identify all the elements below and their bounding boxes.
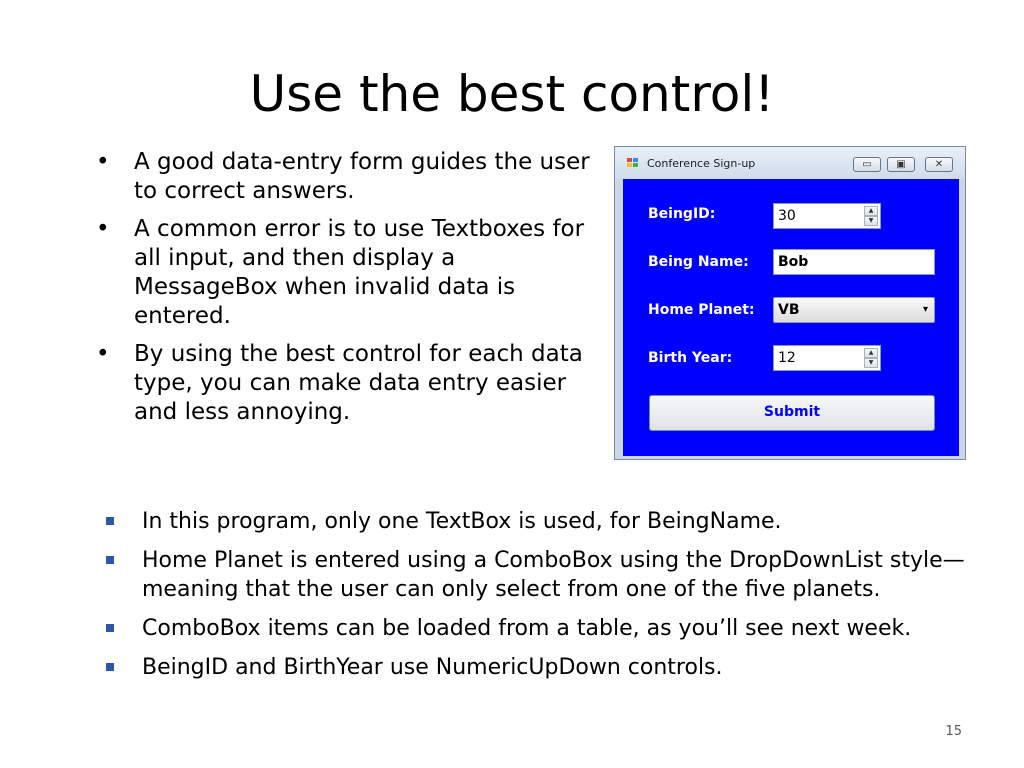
maximize-button[interactable]: ▣ bbox=[887, 157, 915, 172]
spin-up-icon[interactable]: ▲ bbox=[864, 206, 878, 216]
spin-down-icon[interactable]: ▼ bbox=[864, 216, 878, 226]
square-bullet-icon bbox=[106, 556, 114, 564]
bottom-bullet-list bbox=[100, 507, 980, 692]
bullet-text: In this program, only one TextBox is used, for BeingName. bbox=[142, 509, 782, 534]
list-item bbox=[100, 614, 980, 643]
home-planet-label: Home Planet: bbox=[648, 302, 755, 318]
home-planet-combobox[interactable] bbox=[773, 297, 935, 323]
bullet-text: BeingID and BirthYear use NumericUpDown controls. bbox=[142, 655, 723, 680]
bullet-text: By using the best control for each data type, you can make data entry easier and less annoying. bbox=[134, 341, 583, 425]
form-client-area bbox=[623, 179, 959, 456]
birth-year-spinner[interactable] bbox=[864, 348, 878, 368]
conference-signup-window bbox=[614, 146, 966, 460]
list-item bbox=[96, 148, 596, 206]
being-name-label: Being Name: bbox=[648, 254, 749, 270]
spin-up-icon[interactable]: ▲ bbox=[864, 348, 878, 358]
birth-year-numeric-updown[interactable] bbox=[773, 345, 881, 371]
window-title: Conference Sign-up bbox=[647, 157, 756, 170]
top-bullet-list bbox=[96, 148, 596, 436]
bullet-text: Home Planet is entered using a ComboBox using the DropDownList style—meaning that the user can only select from one of the five planets. bbox=[142, 548, 965, 602]
page-number: 15 bbox=[945, 724, 962, 739]
square-bullet-icon bbox=[106, 663, 114, 671]
close-button[interactable]: ✕ bbox=[925, 157, 953, 172]
list-item bbox=[100, 653, 980, 682]
bullet-text: A common error is to use Textboxes for all input, and then display a MessageBox when invalid data is entered. bbox=[134, 216, 585, 329]
form-app-icon bbox=[627, 158, 639, 168]
being-id-value: 30 bbox=[778, 208, 796, 224]
list-item bbox=[96, 215, 596, 331]
bullet-text: ComboBox items can be loaded from a table, as you’ll see next week. bbox=[142, 616, 912, 641]
bullet-text: A good data-entry form guides the user to correct answers. bbox=[134, 149, 590, 204]
being-id-numeric-updown[interactable] bbox=[773, 203, 881, 229]
list-item bbox=[100, 507, 980, 536]
spin-down-icon[interactable]: ▼ bbox=[864, 358, 878, 368]
list-item bbox=[96, 340, 596, 427]
bullet-icon: • bbox=[96, 341, 110, 367]
square-bullet-icon bbox=[106, 517, 114, 525]
submit-button[interactable]: Submit bbox=[649, 395, 935, 431]
bullet-icon: • bbox=[96, 216, 110, 242]
being-name-textbox[interactable]: Bob bbox=[773, 249, 935, 275]
slide-title: Use the best control! bbox=[249, 65, 775, 123]
minimize-button[interactable]: ▭ bbox=[853, 157, 881, 172]
window-titlebar[interactable] bbox=[615, 147, 965, 179]
birth-year-label: Birth Year: bbox=[648, 350, 733, 366]
square-bullet-icon bbox=[106, 624, 114, 632]
list-item bbox=[100, 546, 980, 604]
chevron-down-icon[interactable]: ▾ bbox=[922, 304, 928, 315]
being-id-label: BeingID: bbox=[648, 206, 716, 222]
being-id-spinner[interactable] bbox=[864, 206, 878, 226]
bullet-icon: • bbox=[96, 149, 110, 175]
birth-year-value: 12 bbox=[778, 350, 796, 366]
home-planet-value: VB bbox=[778, 302, 800, 318]
